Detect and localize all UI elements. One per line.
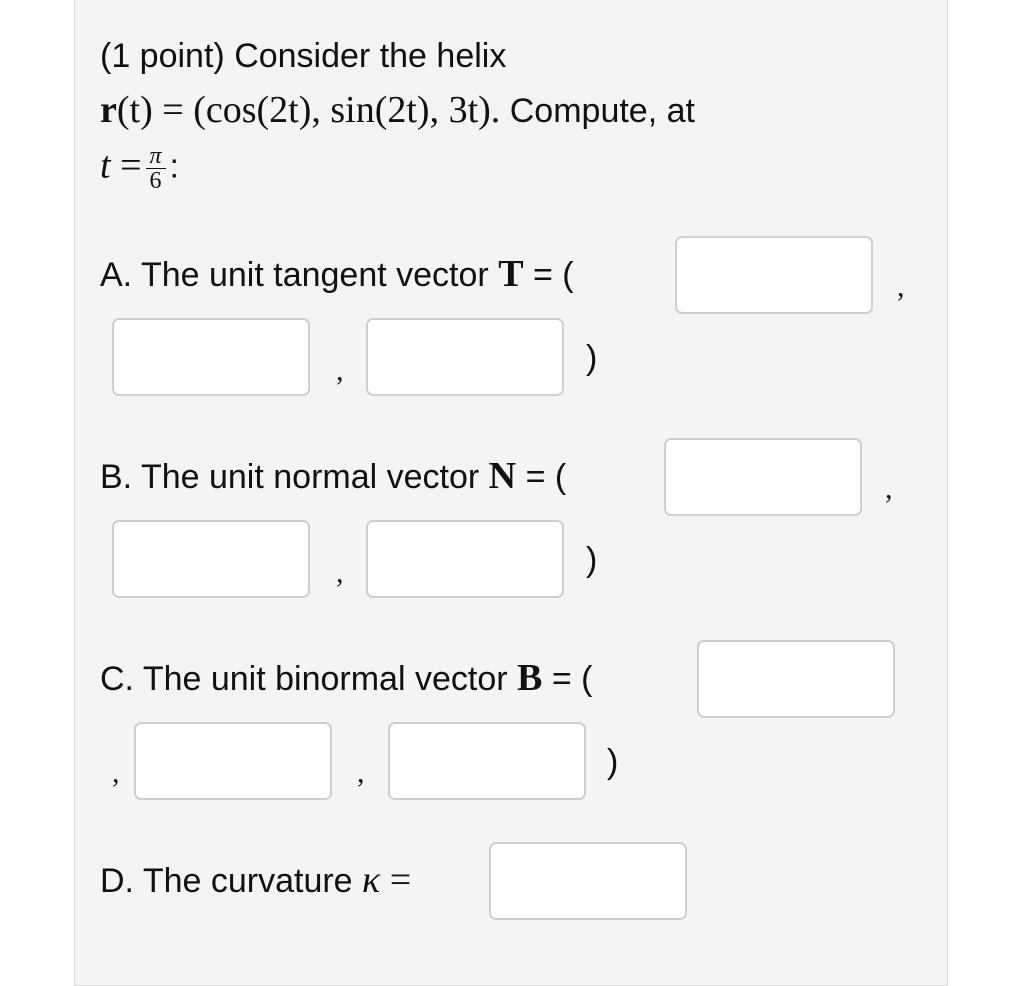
part-d-label bbox=[100, 860, 411, 901]
comma: , bbox=[897, 270, 905, 303]
part-b-eq-open: = ( bbox=[525, 458, 567, 496]
frac-denominator: 6 bbox=[149, 168, 162, 194]
colon: : bbox=[169, 147, 179, 186]
part-b-close-paren: ) bbox=[586, 541, 598, 579]
binormal-symbol bbox=[517, 657, 542, 699]
intro-text: Consider the helix bbox=[234, 37, 507, 75]
t-var: t bbox=[100, 144, 111, 187]
helix-rhs: (cos(2t), sin(2t), 3t). bbox=[193, 89, 501, 131]
tangent-z-input[interactable] bbox=[366, 318, 564, 396]
part-a-text: A. The unit tangent vector bbox=[100, 256, 489, 294]
part-c-close-paren: ) bbox=[607, 743, 619, 781]
helix-equals: = bbox=[162, 89, 184, 131]
part-a-close-paren: ) bbox=[586, 339, 598, 377]
helix-formula bbox=[100, 89, 500, 131]
helix-arg: (t) bbox=[116, 89, 153, 131]
tangent-T: T bbox=[498, 253, 524, 295]
part-c-eq-open: = ( bbox=[551, 660, 593, 698]
pi-over-six bbox=[146, 144, 166, 193]
problem-line-1 bbox=[100, 36, 506, 76]
part-d-text: D. The curvature bbox=[100, 862, 353, 900]
normal-N: N bbox=[488, 455, 517, 497]
part-a-eq-open: = ( bbox=[533, 256, 574, 294]
points-label: (1 point) bbox=[100, 37, 225, 75]
comma: , bbox=[885, 472, 893, 505]
comma: , bbox=[336, 354, 344, 387]
normal-z-input[interactable] bbox=[366, 520, 564, 598]
t-equals: = bbox=[120, 144, 142, 187]
frac-numerator: π bbox=[146, 144, 166, 169]
part-c-label bbox=[100, 658, 592, 699]
t-value bbox=[100, 144, 142, 186]
tangent-x-input[interactable] bbox=[675, 236, 873, 314]
binormal-y-input[interactable] bbox=[134, 722, 332, 800]
kappa: κ bbox=[362, 859, 381, 901]
part-b-text: B. The unit normal vector bbox=[100, 458, 480, 496]
part-c-text: C. The unit binormal vector bbox=[100, 660, 508, 698]
part-d-eq: = bbox=[389, 859, 412, 901]
compute-text: Compute, at bbox=[509, 92, 695, 130]
tangent-symbol bbox=[498, 253, 523, 295]
curvature-input[interactable] bbox=[489, 842, 687, 920]
problem-line-2 bbox=[100, 90, 695, 131]
comma: , bbox=[357, 756, 365, 789]
helix-r: r bbox=[100, 89, 117, 131]
part-b-label bbox=[100, 456, 566, 497]
normal-y-input[interactable] bbox=[112, 520, 310, 598]
binormal-z-input[interactable] bbox=[388, 722, 586, 800]
binormal-B: B bbox=[517, 657, 543, 699]
curvature-symbol bbox=[362, 859, 411, 901]
tangent-y-input[interactable] bbox=[112, 318, 310, 396]
binormal-x-input[interactable] bbox=[697, 640, 895, 718]
comma: , bbox=[112, 756, 120, 789]
part-a-label bbox=[100, 254, 574, 295]
normal-symbol bbox=[489, 455, 516, 497]
comma: , bbox=[336, 556, 344, 589]
problem-line-3 bbox=[100, 144, 179, 193]
normal-x-input[interactable] bbox=[664, 438, 862, 516]
